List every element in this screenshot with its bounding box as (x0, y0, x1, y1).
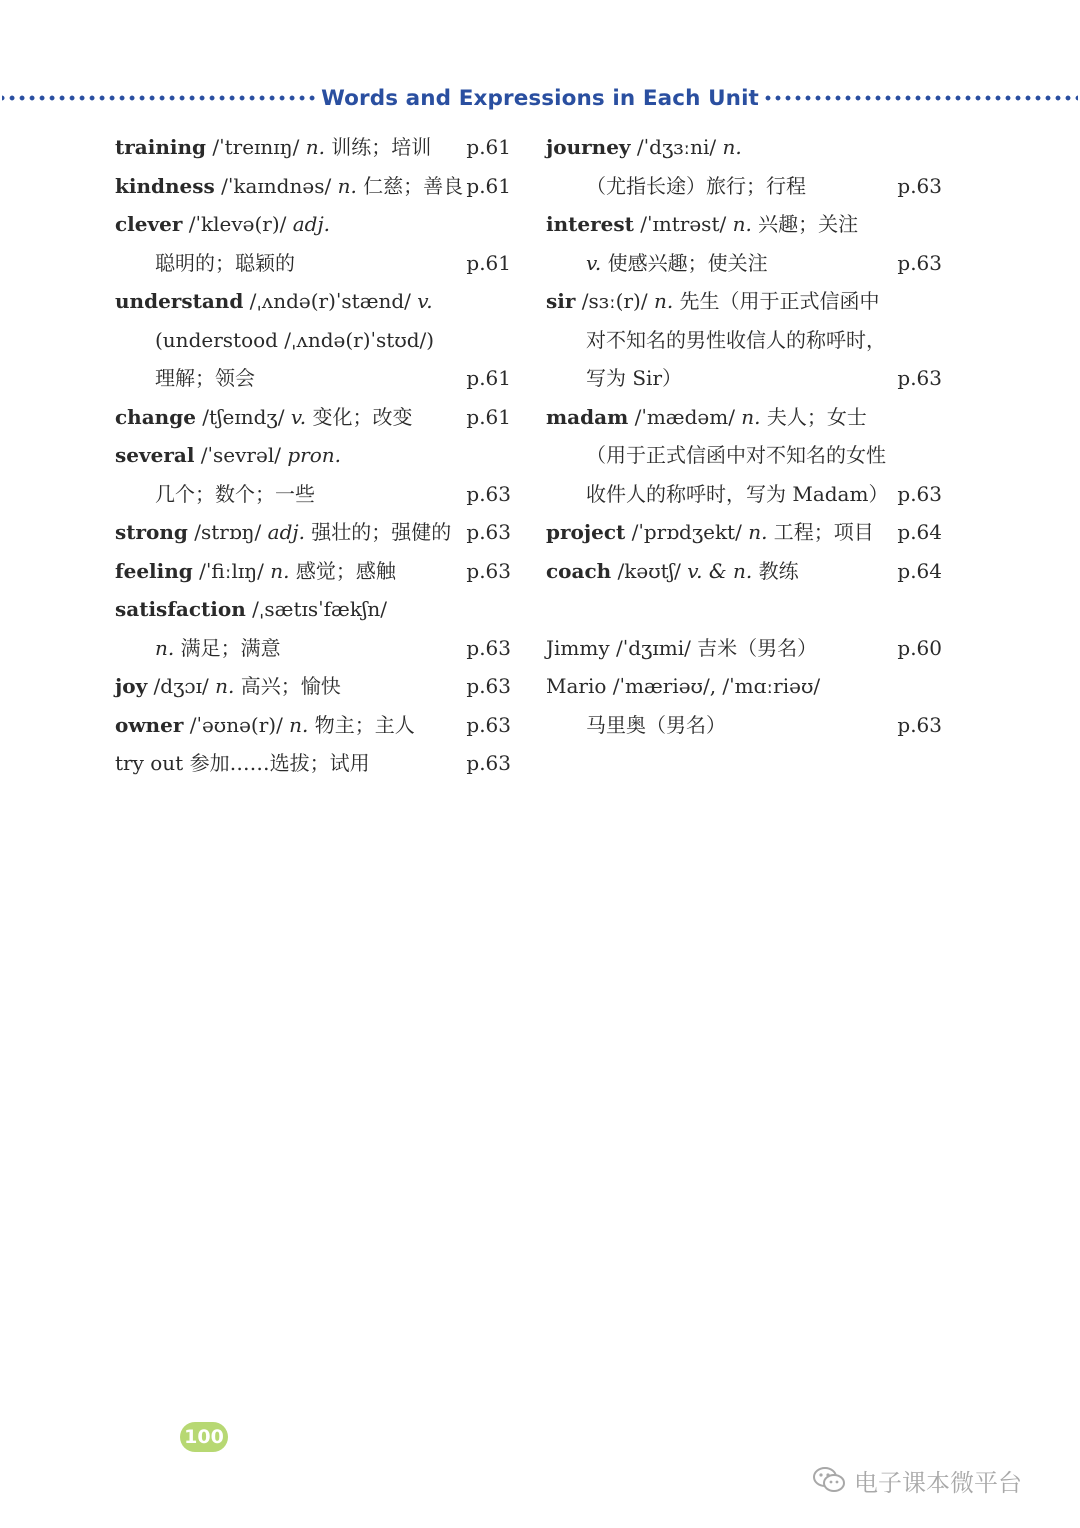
page-reference: p.63 (466, 712, 511, 737)
entry-text (115, 282, 433, 321)
pronunciation: Jimmy /ˈdʒɪmi/ 吉米（男名） (546, 635, 818, 660)
page-reference: p.63 (897, 173, 942, 198)
part-of-speech: adj. (292, 212, 331, 236)
entry-text (115, 128, 431, 167)
section-header (0, 78, 1080, 118)
headword: interest (546, 212, 634, 236)
page-reference: p.64 (897, 558, 942, 583)
vocab-entry-line (546, 667, 946, 706)
definition: 兴趣；关注 (751, 212, 859, 236)
entry-text (546, 359, 682, 398)
definition: 对不知名的男性收信人的称呼时， (586, 327, 886, 352)
page-reference: p.63 (897, 712, 942, 737)
definition: 马里奥（男名） (586, 712, 726, 737)
vocab-entry-line (115, 282, 515, 321)
part-of-speech: v. (586, 250, 602, 275)
entry-text (546, 552, 799, 591)
headword: clever (115, 212, 183, 236)
right-word-column (546, 128, 946, 744)
pronunciation: /dʒɔɪ/ (147, 674, 216, 698)
definition: 收件人的称呼时，写为 Madam） (586, 481, 889, 506)
vocab-entry-line (115, 744, 515, 783)
entry-text (546, 706, 726, 745)
headword: several (115, 443, 195, 467)
part-of-speech: n. (748, 520, 768, 544)
entry-text (115, 436, 341, 475)
page-reference: p.63 (466, 751, 511, 775)
vocab-entry-line (546, 398, 946, 437)
entry-text (115, 590, 387, 629)
page-reference: p.61 (466, 173, 511, 198)
dotted-rule-right (763, 95, 1078, 101)
vocab-entry-line (115, 205, 515, 244)
entry-text (115, 244, 295, 283)
vocab-entry-line (115, 436, 515, 475)
page-reference: p.63 (466, 558, 511, 583)
pronunciation: /ˈəʊnə(r)/ (183, 712, 290, 737)
section-title: Words and Expressions in Each Unit (321, 85, 759, 111)
vocab-entry-line (115, 667, 515, 706)
vocab-entry-line (546, 436, 946, 475)
entry-text (546, 205, 858, 244)
pronunciation: (understood /ˌʌndə(r)ˈstʊd/) (155, 327, 435, 352)
vocab-entry-line (115, 321, 515, 360)
entry-text (546, 167, 806, 206)
headword: satisfaction (115, 597, 246, 621)
entry-text (546, 629, 817, 668)
definition: （尤指长途）旅行；行程 (586, 173, 806, 198)
watermark (812, 1462, 1022, 1498)
left-word-column (115, 128, 515, 783)
page-reference: p.63 (466, 674, 511, 698)
vocab-entry-line (546, 205, 946, 244)
vocab-entry-line (115, 513, 515, 552)
entry-text (115, 321, 434, 360)
page-reference: p.63 (897, 250, 942, 275)
headword: understand (115, 289, 244, 313)
entry-text (115, 513, 451, 552)
pronunciation: /ˈtreɪnɪŋ/ (206, 135, 306, 159)
definition: 训练；培训 (324, 135, 432, 159)
page-reference: p.61 (466, 135, 511, 159)
headword: owner (115, 712, 184, 737)
definition: 理解；领会 (155, 366, 255, 390)
pronunciation: /ˈkaɪndnəs/ (214, 173, 338, 198)
definition: 使感兴趣；使关注 (601, 250, 768, 275)
definition: 写为 Sir） (586, 366, 683, 390)
pronunciation: /ˈsevrəl/ (194, 443, 288, 467)
page-reference: p.61 (466, 404, 511, 429)
vocab-entry-line (115, 552, 515, 591)
headword: kindness (115, 173, 215, 198)
vocab-entry-line (546, 282, 946, 321)
vocab-entry-line (115, 359, 515, 398)
page-reference: p.63 (466, 481, 511, 506)
watermark-text: 电子课本微平台 (854, 1468, 1022, 1497)
entry-text (546, 667, 820, 706)
vocab-entry-line (115, 128, 515, 167)
part-of-speech: n. (289, 712, 309, 737)
entry-text (546, 513, 874, 552)
pronunciation: /ˈprɒdʒekt/ (625, 520, 749, 544)
entry-text (546, 282, 880, 321)
definition: 强壮的；强健的 (304, 520, 452, 544)
pronunciation: /ˈfiːlɪŋ/ (192, 558, 271, 583)
definition: 教练 (752, 558, 799, 583)
definition: 高兴；愉快 (234, 674, 341, 698)
entry-text (115, 167, 463, 206)
page-reference: p.63 (466, 635, 511, 660)
page-reference: p.63 (466, 520, 511, 544)
page-reference: p.61 (466, 366, 511, 390)
vocab-entry-line (115, 629, 515, 668)
pronunciation: /ˈklevə(r)/ (182, 212, 293, 236)
definition: （用于正式信函中对不知名的女性 (586, 443, 886, 467)
entry-text (546, 436, 886, 475)
headword: feeling (115, 558, 193, 583)
entry-text (546, 475, 888, 514)
vocab-entry-line (115, 398, 515, 437)
headword: change (115, 404, 196, 429)
definition: 夫人；女士 (760, 404, 867, 429)
part-of-speech: v. (290, 404, 307, 429)
headword: project (546, 520, 626, 544)
entry-text (115, 744, 370, 783)
entry-text (546, 398, 867, 437)
definition: 先生（用于正式信函中 (673, 289, 880, 313)
part-of-speech: n. (305, 135, 325, 159)
entry-text (115, 398, 412, 437)
part-of-speech: n. (270, 558, 290, 583)
part-of-speech: v. (417, 289, 433, 313)
headword: joy (115, 674, 148, 698)
vocab-entry-line (546, 359, 946, 398)
chat-bubbles-icon (812, 1465, 846, 1495)
page-reference: p.63 (897, 366, 942, 390)
pronunciation: /ˈmædəm/ (628, 404, 742, 429)
vocab-entry-line (546, 244, 946, 283)
page-reference: p.63 (897, 481, 942, 506)
definition: 聪明的；聪颖的 (155, 250, 295, 275)
part-of-speech: n. (155, 635, 175, 660)
definition: 感觉；感触 (289, 558, 396, 583)
pronunciation: /ˌʌndə(r)ˈstænd/ (243, 289, 418, 313)
vocab-entry-line (546, 552, 946, 591)
entry-spacer (546, 590, 946, 629)
headword: madam (546, 404, 629, 429)
page-reference: p.61 (466, 250, 511, 275)
vocab-entry-line (546, 475, 946, 514)
part-of-speech: adj. (267, 520, 305, 544)
definition: 满足；满意 (174, 635, 281, 660)
vocab-entry-line (115, 706, 515, 745)
definition: 几个；数个；一些 (155, 481, 315, 506)
headword: journey (546, 135, 631, 159)
vocab-entry-line (546, 128, 946, 167)
dotted-rule-left (2, 95, 317, 101)
pronunciation: /ˈdʒɜːni/ (630, 135, 723, 159)
pronunciation: /ˌsætɪsˈfækʃn/ (245, 597, 388, 621)
vocab-entry-line (546, 167, 946, 206)
entry-text (546, 128, 742, 167)
pronunciation: try out 参加……选拔；试用 (115, 751, 370, 775)
part-of-speech: n. (653, 289, 674, 313)
part-of-speech: n. (722, 135, 742, 159)
page-number-badge: 100 (180, 1422, 228, 1452)
entry-text (115, 629, 281, 668)
vocab-entry-line (546, 706, 946, 745)
part-of-speech: pron. (287, 443, 341, 467)
entry-text (546, 321, 886, 360)
headword: sir (546, 289, 576, 313)
definition: 变化；改变 (306, 404, 413, 429)
vocab-entry-line (115, 167, 515, 206)
pronunciation: /strɒŋ/ (187, 520, 268, 544)
part-of-speech: n. (337, 173, 357, 198)
vocab-entry-line (546, 321, 946, 360)
headword: coach (546, 558, 612, 583)
pronunciation: /kəʊtʃ/ (611, 558, 688, 583)
part-of-speech: n. (215, 674, 235, 698)
entry-text (115, 706, 415, 745)
page-reference: p.64 (897, 520, 942, 544)
vocab-entry-line (115, 244, 515, 283)
pronunciation: /sɜː(r)/ (575, 289, 654, 313)
part-of-speech: v. & n. (687, 558, 753, 583)
entry-text (115, 205, 330, 244)
definition: 工程；项目 (767, 520, 874, 544)
headword: training (115, 135, 206, 159)
vocab-entry-line (546, 513, 946, 552)
vocab-entry-line (115, 475, 515, 514)
vocab-entry-line (115, 590, 515, 629)
headword: strong (115, 520, 188, 544)
part-of-speech: n. (741, 404, 761, 429)
part-of-speech: n. (732, 212, 752, 236)
entry-text (546, 244, 768, 283)
pronunciation: Mario /ˈmæriəʊ/, /ˈmɑːriəʊ/ (546, 674, 821, 698)
pronunciation: /tʃeɪndʒ/ (195, 404, 291, 429)
entry-text (115, 552, 396, 591)
definition: 仁慈；善良 (356, 173, 464, 198)
vocab-entry-line (546, 629, 946, 668)
definition: 物主；主人 (308, 712, 415, 737)
entry-text (115, 475, 315, 514)
entry-text (115, 667, 341, 706)
entry-text (115, 359, 255, 398)
page-reference: p.60 (897, 635, 942, 660)
pronunciation: /ˈɪntrəst/ (633, 212, 733, 236)
